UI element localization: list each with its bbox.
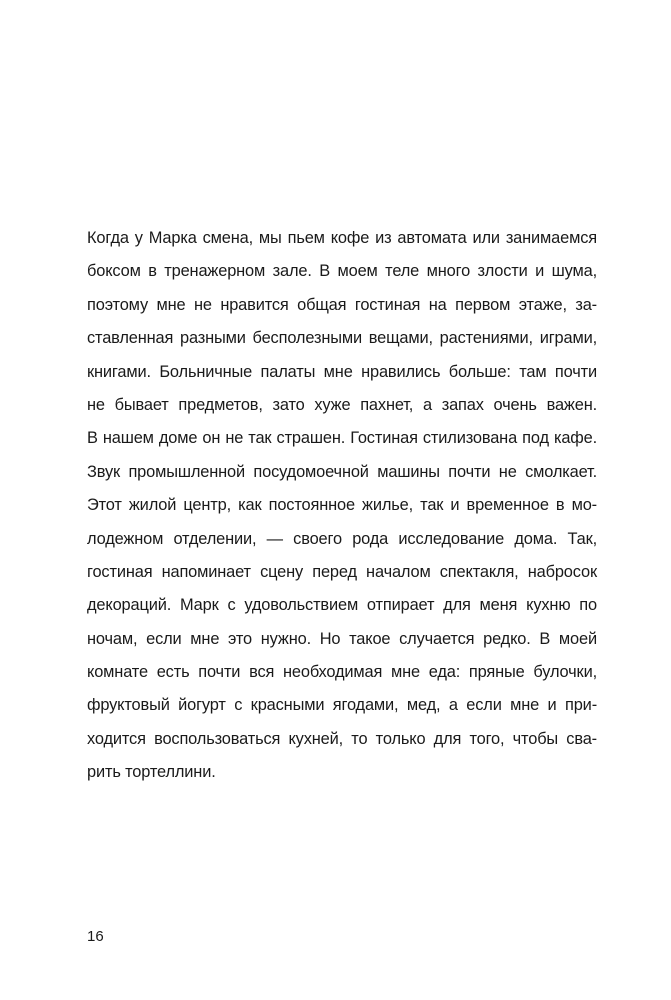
text-line: В нашем доме он не так страшен. Гостиная стилизована под кафе.	[87, 429, 597, 448]
text-line: Этот жилой центр, как постоянное жилье, так и временное в мо-	[87, 496, 597, 515]
text-line: ставленная разными бесполезными вещами, растениями, играми,	[87, 329, 597, 348]
page-number: 16	[87, 928, 104, 945]
text-line: Когда у Марка смена, мы пьем кофе из автомата или занимаемся	[87, 229, 597, 247]
text-line: ночам, если мне это нужно. Но такое случается редко. В моей	[87, 629, 597, 648]
text-line: фруктовый йогурт с красными ягодами, мед, а если мне и при-	[87, 696, 597, 715]
text-line-last: рить тортеллини.	[87, 763, 216, 782]
body-paragraph	[87, 222, 597, 790]
text-line: книгами. Больничные палаты мне нравились больше: там почти	[87, 362, 597, 381]
text-line: ходится воспользоваться кухней, то только для того, чтобы сва-	[87, 729, 597, 748]
text-line: Звук промышленной посудомоечной машины почти не смолкает.	[87, 462, 597, 481]
text-line: не бывает предметов, зато хуже пахнет, а запах очень важен.	[87, 395, 597, 414]
text-line: боксом в тренажерном зале. В моем теле много злости и шума,	[87, 262, 597, 281]
text-line: декораций. Марк с удовольствием отпирает для меня кухню по	[87, 596, 597, 615]
text-line: комнате есть почти вся необходимая мне еда: пряные булочки,	[87, 663, 597, 682]
text-line: гостиная напоминает сцену перед началом спектакля, набросок	[87, 562, 597, 581]
text-line: лодежном отделении, — своего рода исследование дома. Так,	[87, 529, 597, 548]
text-line: поэтому мне не нравится общая гостиная на первом этаже, за-	[87, 295, 597, 314]
